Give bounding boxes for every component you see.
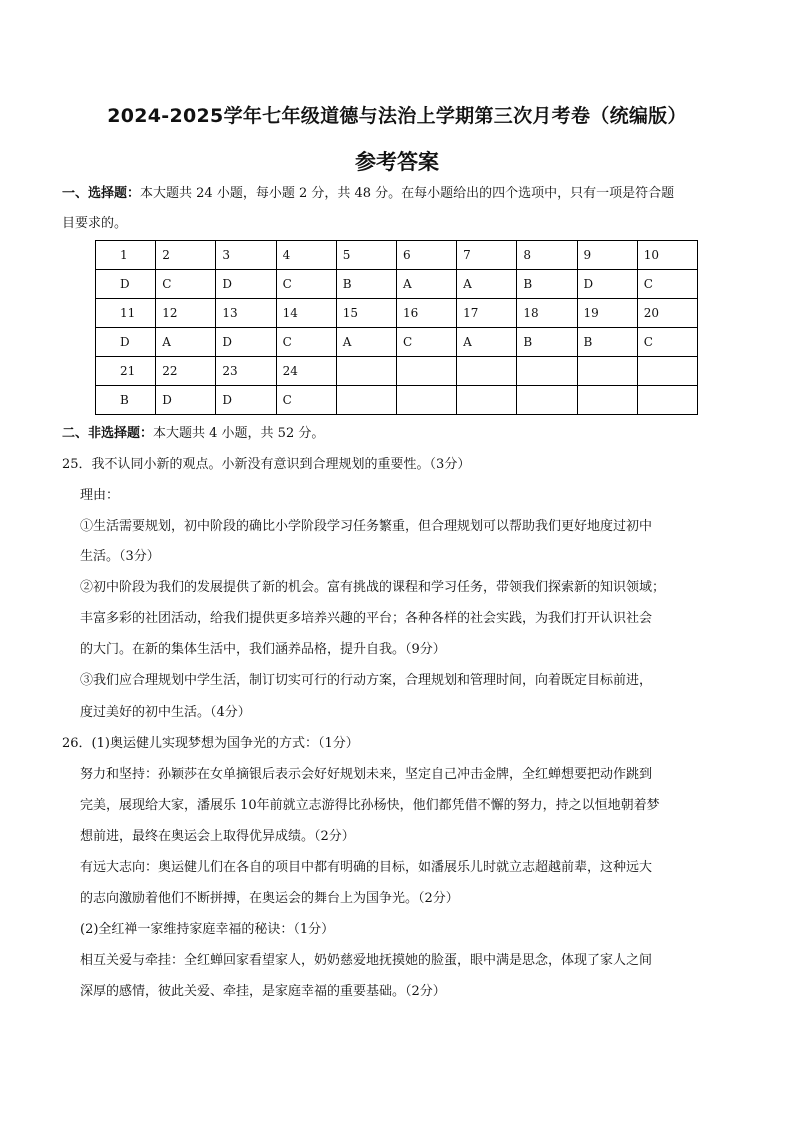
table-cell: 10 <box>637 241 697 270</box>
table-cell: B <box>96 386 156 415</box>
table-cell: D <box>96 270 156 299</box>
answer-line: 的志向激励着他们不断拼搏，在奥运会的舞台上为国争光。（2分） <box>80 891 459 906</box>
table-cell: 6 <box>396 241 456 270</box>
table-cell: 11 <box>96 299 156 328</box>
table-cell: 3 <box>216 241 276 270</box>
page-title: 2024-2025学年七年级道德与法治上学期第三次月考卷（统编版） <box>107 105 687 127</box>
table-cell: 2 <box>156 241 216 270</box>
section1-intro <box>62 186 674 202</box>
table-cell: 13 <box>216 299 276 328</box>
table-cell <box>336 386 396 415</box>
table-cell: C <box>276 270 336 299</box>
answer-line: 深厚的感情，彼此关爱、牵挂，是家庭幸福的重要基础。（2分） <box>80 984 446 999</box>
table-cell <box>457 386 517 415</box>
section2-label: 二、非选择题： <box>62 426 154 441</box>
answer-line: 有远大志向：奥运健儿们在各自的项目中都有明确的目标，如潘展乐儿时就立志超越前辈，这种远大 <box>80 860 653 875</box>
table-cell: 17 <box>457 299 517 328</box>
table-cell <box>577 357 637 386</box>
table-cell <box>457 357 517 386</box>
table-cell <box>637 386 697 415</box>
section1-intro-text: 本大题共 24 小题，每小题 2 分，共 48 分。在每小题给出的四个选项中，只有一项是符合题 <box>140 186 675 201</box>
table-cell: 9 <box>577 241 637 270</box>
answer-line: ②初中阶段为我们的发展提供了新的机会。富有挑战的课程和学习任务，带领我们探索新的知识领域； <box>80 580 666 595</box>
table-row <box>96 241 698 270</box>
table-cell: 18 <box>517 299 577 328</box>
table-cell: C <box>637 270 697 299</box>
answer-line: 26．(1)奥运健儿实现梦想为国争光的方式：（1分） <box>62 736 359 751</box>
table-cell: D <box>96 328 156 357</box>
table-cell <box>396 357 456 386</box>
table-cell: 23 <box>216 357 276 386</box>
section1-label: 一、选择题： <box>62 186 141 201</box>
answer-table <box>95 240 698 415</box>
table-cell: A <box>457 270 517 299</box>
page-subtitle: 参考答案 <box>355 150 439 174</box>
table-cell: C <box>156 270 216 299</box>
table-cell: 19 <box>577 299 637 328</box>
answer-line: 相互关爱与牵挂：全红蝉回家看望家人，奶奶慈爱地抚摸她的脸蛋，眼中满是思念，体现了家人之间 <box>80 953 653 968</box>
answer-line: 度过美好的初中生活。（4分） <box>80 705 251 720</box>
table-cell <box>577 386 637 415</box>
table-cell <box>517 386 577 415</box>
table-cell: 7 <box>457 241 517 270</box>
table-row <box>96 270 698 299</box>
table-cell: 15 <box>336 299 396 328</box>
table-cell: C <box>276 386 336 415</box>
table-cell: D <box>577 270 637 299</box>
table-cell: C <box>396 328 456 357</box>
table-cell: B <box>517 270 577 299</box>
table-row <box>96 299 698 328</box>
table-cell: 1 <box>96 241 156 270</box>
table-cell: B <box>517 328 577 357</box>
table-cell: A <box>336 328 396 357</box>
table-cell <box>396 386 456 415</box>
answer-line: 生活。（3分） <box>80 549 160 564</box>
answer-line: 丰富多彩的社团活动，给我们提供更多培养兴趣的平台；各种各样的社会实践，为我们打开认识社会 <box>80 611 653 626</box>
answer-line: 完美，展现给大家，潘展乐 10年前就立志游得比孙杨快，他们都凭借不懈的努力，持之以恒地朝着梦 <box>80 798 660 813</box>
table-cell: 20 <box>637 299 697 328</box>
table-cell: 22 <box>156 357 216 386</box>
table-cell: D <box>216 386 276 415</box>
table-cell: 5 <box>336 241 396 270</box>
table-cell: D <box>216 270 276 299</box>
table-cell <box>637 357 697 386</box>
table-cell: 16 <box>396 299 456 328</box>
table-cell: A <box>457 328 517 357</box>
answer-line: 努力和坚持：孙颖莎在女单摘银后表示会好好规划未来，坚定自己冲击金牌，全红蝉想要把动作跳到 <box>80 767 653 782</box>
table-cell: C <box>276 328 336 357</box>
table-cell: 14 <box>276 299 336 328</box>
section2-intro <box>62 426 324 442</box>
table-cell: B <box>336 270 396 299</box>
table-cell: 21 <box>96 357 156 386</box>
table-row <box>96 328 698 357</box>
section2-intro-text: 本大题共 4 小题，共 52 分。 <box>153 426 325 441</box>
answer-line: 理由： <box>80 488 120 503</box>
table-cell: A <box>156 328 216 357</box>
answer-line: 想前进，最终在奥运会上取得优异成绩。（2分） <box>80 829 355 844</box>
table-cell: 12 <box>156 299 216 328</box>
answer-line: 的大门。在新的集体生活中，我们涵养品格，提升自我。（9分） <box>80 642 446 657</box>
answer-line: 25．我不认同小新的观点。小新没有意识到合理规划的重要性。（3分） <box>62 457 471 472</box>
table-cell: D <box>216 328 276 357</box>
table-cell <box>517 357 577 386</box>
answer-line: (2)全红禅一家维持家庭幸福的秘诀：（1分） <box>80 922 335 937</box>
answer-line: ③我们应合理规划中学生活，制订切实可行的行动方案，合理规划和管理时间，向着既定目标前进， <box>80 673 653 688</box>
table-cell: 24 <box>276 357 336 386</box>
table-cell: 4 <box>276 241 336 270</box>
table-cell: A <box>396 270 456 299</box>
table-row <box>96 386 698 415</box>
answer-line: ①生活需要规划，初中阶段的确比小学阶段学习任务繁重，但合理规划可以帮助我们更好地度过初中 <box>80 519 653 534</box>
table-cell: B <box>577 328 637 357</box>
table-cell <box>336 357 396 386</box>
table-row <box>96 357 698 386</box>
table-cell: D <box>156 386 216 415</box>
section1-intro-cont: 目要求的。 <box>62 216 128 231</box>
table-cell: C <box>637 328 697 357</box>
table-cell: 8 <box>517 241 577 270</box>
